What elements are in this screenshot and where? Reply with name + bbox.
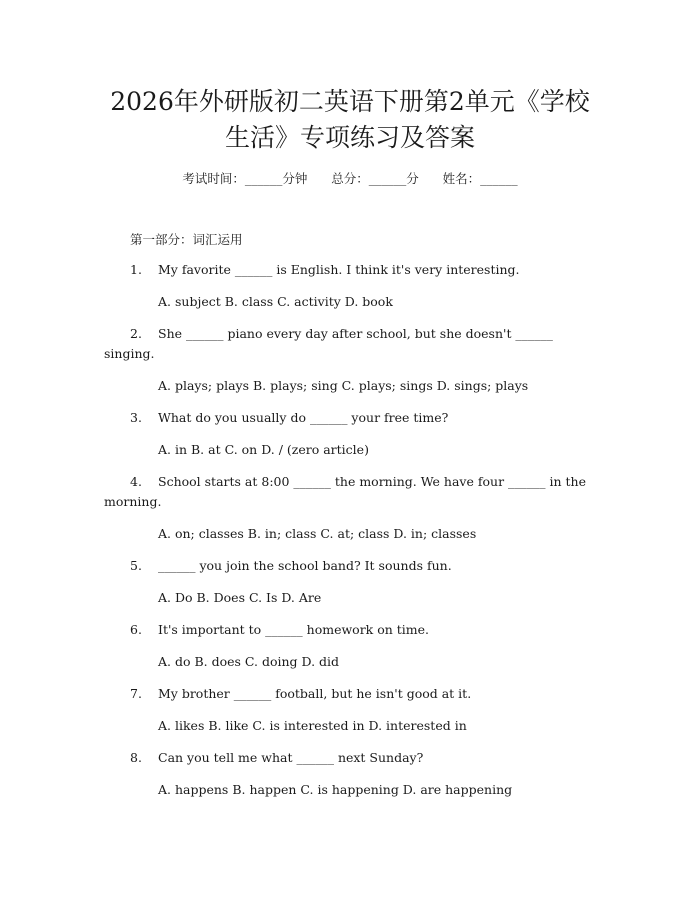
question-2 [104, 324, 600, 364]
section-title: 第一部分：词汇运用 [130, 232, 243, 247]
document-title [90, 84, 610, 156]
time-label: 考试时间： [182, 171, 245, 186]
question-number: 5. [130, 558, 142, 573]
question-text: She ______ piano every day after school, but she doesn't ______ singing. [104, 326, 557, 361]
question-8 [104, 748, 600, 768]
exam-info [0, 170, 700, 188]
question-text: School starts at 8:00 ______ the morning. We have four ______ in the morning. [104, 474, 590, 509]
question-4 [104, 472, 600, 512]
name-label: 姓名： [442, 171, 481, 186]
question-number: 2. [130, 326, 142, 341]
question-1 [104, 260, 600, 280]
question-5 [104, 556, 600, 576]
score-label: 总分： [331, 171, 369, 186]
time-blank: ______ [244, 171, 283, 186]
question-7-options: A. likes B. like C. is interested in D. interested in [158, 718, 467, 733]
question-text: What do you usually do ______ your free time? [158, 410, 449, 425]
question-7 [104, 684, 600, 704]
question-number: 6. [130, 622, 142, 637]
question-5-options: A. Do B. Does C. Is D. Are [158, 590, 322, 605]
question-1-options: A. subject B. class C. activity D. book [158, 294, 393, 309]
question-2-options: A. plays; plays B. plays; sing C. plays; sings D. sings; plays [158, 378, 529, 393]
question-6 [104, 620, 600, 640]
score-blank: ______ [368, 171, 407, 186]
question-number: 4. [130, 474, 142, 489]
score-unit: 分 [406, 171, 419, 186]
question-text: My favorite ______ is English. I think it's very interesting. [158, 262, 520, 277]
question-text: Can you tell me what ______ next Sunday? [158, 750, 424, 765]
question-4-options: A. on; classes B. in; class C. at; class D. in; classes [158, 526, 477, 541]
question-number: 3. [130, 410, 142, 425]
question-3 [104, 408, 600, 428]
name-blank: ______ [480, 171, 518, 186]
title-line-2: 生活》专项练习及答案 [224, 123, 475, 152]
question-8-options: A. happens B. happen C. is happening D. are happening [158, 782, 513, 797]
title-line-1: 2026年外研版初二英语下册第2单元《学校 [110, 87, 590, 116]
question-text: It's important to ______ homework on time. [158, 622, 430, 637]
question-6-options: A. do B. does C. doing D. did [158, 654, 340, 669]
question-text: My brother ______ football, but he isn't good at it. [158, 686, 472, 701]
question-number: 1. [130, 262, 142, 277]
question-3-options: A. in B. at C. on D. / (zero article) [158, 442, 369, 457]
question-number: 7. [130, 686, 142, 701]
question-text: ______ you join the school band? It sounds fun. [158, 558, 452, 573]
question-number: 8. [130, 750, 142, 765]
time-unit: 分钟 [282, 171, 308, 186]
